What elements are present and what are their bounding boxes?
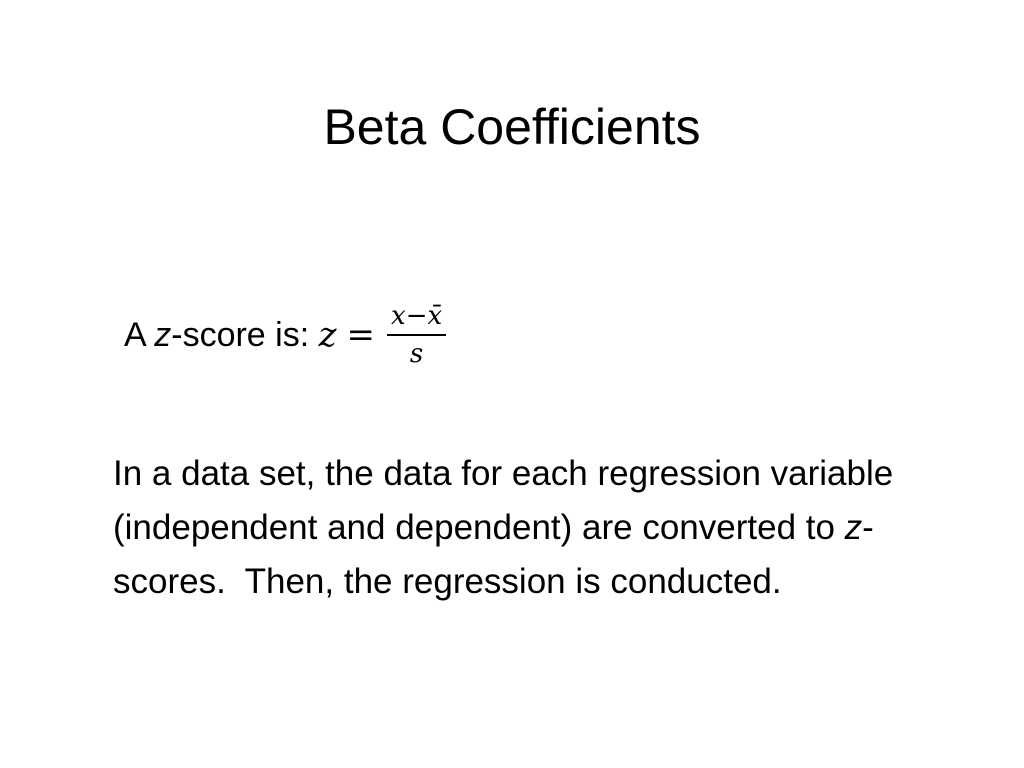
zscore-suffix: -score is: xyxy=(171,315,319,354)
fraction-denominator: s xyxy=(409,339,424,369)
paragraph-part-1: In a data set, the data for each regression variable (independent and dependent) are converted to xyxy=(113,454,894,547)
zscore-z-italic: z xyxy=(154,315,172,354)
paragraph-part-2: -scores. Then, the regression is conducted. xyxy=(113,508,874,601)
slide-title: Beta Coefficients xyxy=(323,99,701,155)
body-paragraph xyxy=(113,447,933,609)
formula-fraction xyxy=(387,300,446,370)
formula-equals: = xyxy=(346,315,376,355)
fraction-numerator: x−x̄ xyxy=(387,300,446,336)
zscore-prefix: A xyxy=(124,315,155,354)
formula-lhs: z xyxy=(318,315,337,355)
zscore-formula-line xyxy=(124,290,446,380)
paragraph-z-italic: z xyxy=(844,508,863,547)
